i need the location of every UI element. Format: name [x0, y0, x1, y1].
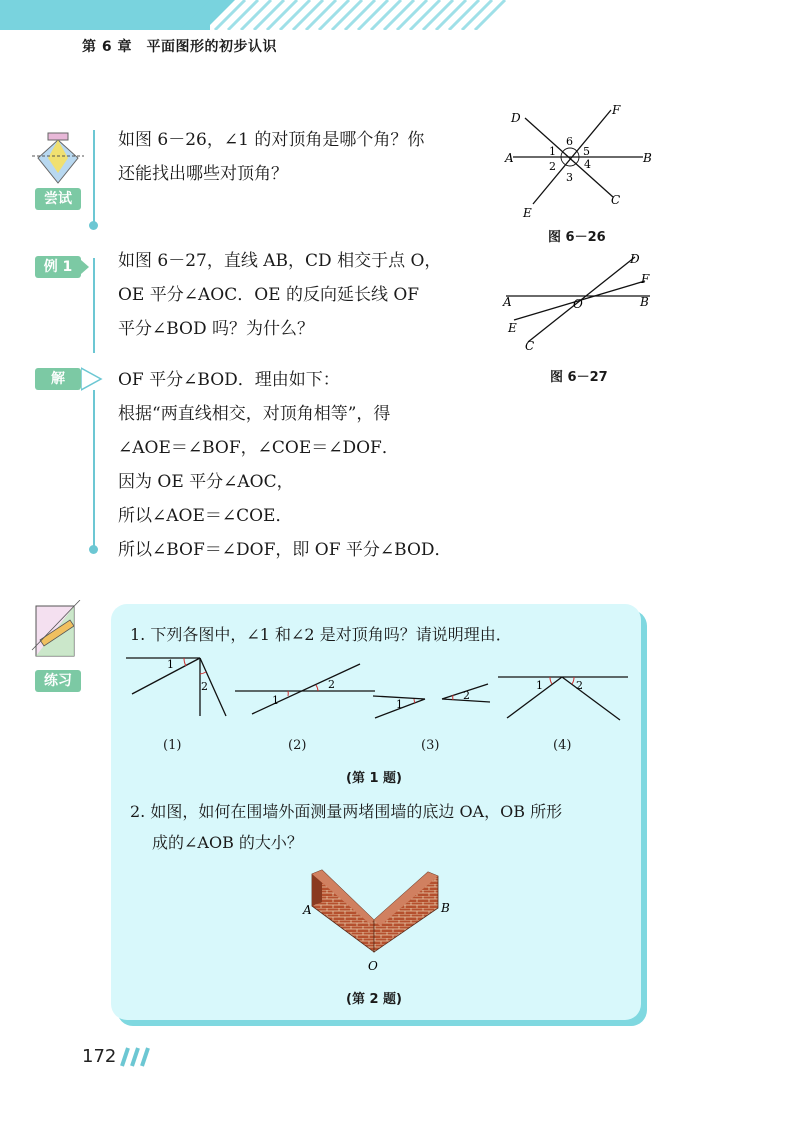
solution-line-6: 所以∠BOF＝∠DOF，即 OF 平分∠BOD． [118, 540, 452, 560]
fig627-label-d: D [630, 252, 640, 266]
solution-line-4: 因为 OE 平分∠AOC， [118, 472, 294, 492]
fig627-label-b: B [640, 295, 649, 309]
try-line-2: 还能找出哪些对顶角？ [118, 164, 288, 184]
example-vline [93, 258, 95, 353]
fig627-label-c: C [525, 339, 535, 353]
solution-vline [93, 390, 95, 550]
fig626-angle-1: 1 [549, 145, 556, 158]
q1-diagram-2 [235, 664, 375, 714]
wall-label-b: B [441, 901, 450, 915]
exercise-q1: 1. 下列各图中，∠1 和∠2 是对顶角吗？请说明理由． [130, 625, 512, 644]
fig626-label-f: F [612, 103, 621, 117]
q1-d3-angle-1: 1 [396, 698, 403, 711]
exercise-q1-diagrams [120, 652, 640, 724]
fig627-label-f: F [641, 272, 650, 286]
fig626-label-a: A [505, 151, 514, 165]
example-line-1: 如图 6－27，直线 AB，CD 相交于点 O， [118, 251, 442, 271]
q1-d4-angle-1: 1 [536, 679, 543, 692]
fig626-angle-5: 5 [583, 145, 590, 158]
fig626-angle-4: 4 [584, 158, 591, 171]
q1-d4-angle-2: 2 [576, 679, 583, 692]
q1-diagram-1 [126, 658, 226, 716]
q1-d2-angle-2: 2 [328, 678, 335, 691]
q1-sub-label-3: (3) [421, 738, 440, 753]
solution-line-3: ∠AOE＝∠BOF，∠COE＝∠DOF． [118, 438, 399, 458]
example-line-3: 平分∠BOD 吗？为什么？ [118, 319, 315, 339]
kite-icon [28, 128, 88, 188]
solution-tag: 解 [35, 368, 81, 390]
solution-arrow-icon [81, 366, 103, 392]
header-band [0, 0, 800, 30]
example-line-2: OE 平分∠AOC．OE 的反向延长线 OF [118, 285, 420, 305]
fig626-angle-6: 6 [566, 135, 573, 148]
try-vline [93, 130, 95, 225]
fig626-angle-3: 3 [566, 171, 573, 184]
figure-6-26 [495, 100, 665, 225]
q1-d3-angle-2: 2 [463, 689, 470, 702]
try-line-1: 如图 6－26，∠1 的对顶角是哪个角？你 [118, 130, 425, 150]
fig627-label-o: O [573, 297, 583, 311]
q1-caption: (第 1 题) [346, 771, 402, 786]
q1-d2-angle-1: 1 [272, 694, 279, 707]
fig626-label-b: B [643, 151, 652, 165]
q2-caption: (第 2 题) [346, 992, 402, 1007]
fig626-label-e: E [523, 206, 532, 220]
example-tag: 例 1 [35, 256, 81, 278]
fig626-angle-2: 2 [549, 160, 556, 173]
q1-sub-label-1: (1) [163, 738, 182, 753]
q1-sub-label-2: (2) [288, 738, 307, 753]
fig626-label-d: D [511, 111, 521, 125]
chapter-title: 第 6 章 平面图形的初步认识 [82, 39, 277, 55]
fig627-label-e: E [508, 321, 517, 335]
fig626-label-c: C [611, 193, 621, 207]
q1-d1-angle-2: 2 [201, 680, 208, 693]
wall-label-o: O [368, 959, 378, 973]
figure-6-27-caption: 图 6－27 [550, 370, 608, 385]
solution-line-5: 所以∠AOE＝∠COE． [118, 506, 293, 526]
notebook-pencil-icon [30, 600, 86, 666]
solution-line-1: OF 平分∠BOD．理由如下： [118, 370, 340, 390]
exercise-q2-line-2: 成的∠AOB 的大小？ [152, 833, 303, 852]
exercise-q2-line-1: 2. 如图，如何在围墙外面测量两堵围墙的底边 OA，OB 所形 [130, 802, 563, 821]
try-dot [89, 221, 98, 230]
page-number-stripes [120, 1046, 156, 1068]
fig627-label-a: A [503, 295, 512, 309]
solution-dot [89, 545, 98, 554]
wall-label-a: A [303, 903, 312, 917]
solution-line-2: 根据“两直线相交，对顶角相等”，得 [118, 404, 391, 424]
q1-sub-label-4: (4) [553, 738, 572, 753]
q1-diagram-3 [373, 684, 490, 718]
q1-diagram-4 [498, 677, 628, 720]
figure-6-26-caption: 图 6－26 [548, 230, 606, 245]
brick-wall-figure [300, 866, 460, 976]
example-tag-arrow [81, 260, 89, 274]
page-number: 172 [82, 1046, 117, 1067]
figure-6-27 [500, 250, 665, 355]
try-tag: 尝试 [35, 188, 81, 210]
exercise-tag: 练习 [35, 670, 81, 692]
q1-d1-angle-1: 1 [167, 658, 174, 671]
